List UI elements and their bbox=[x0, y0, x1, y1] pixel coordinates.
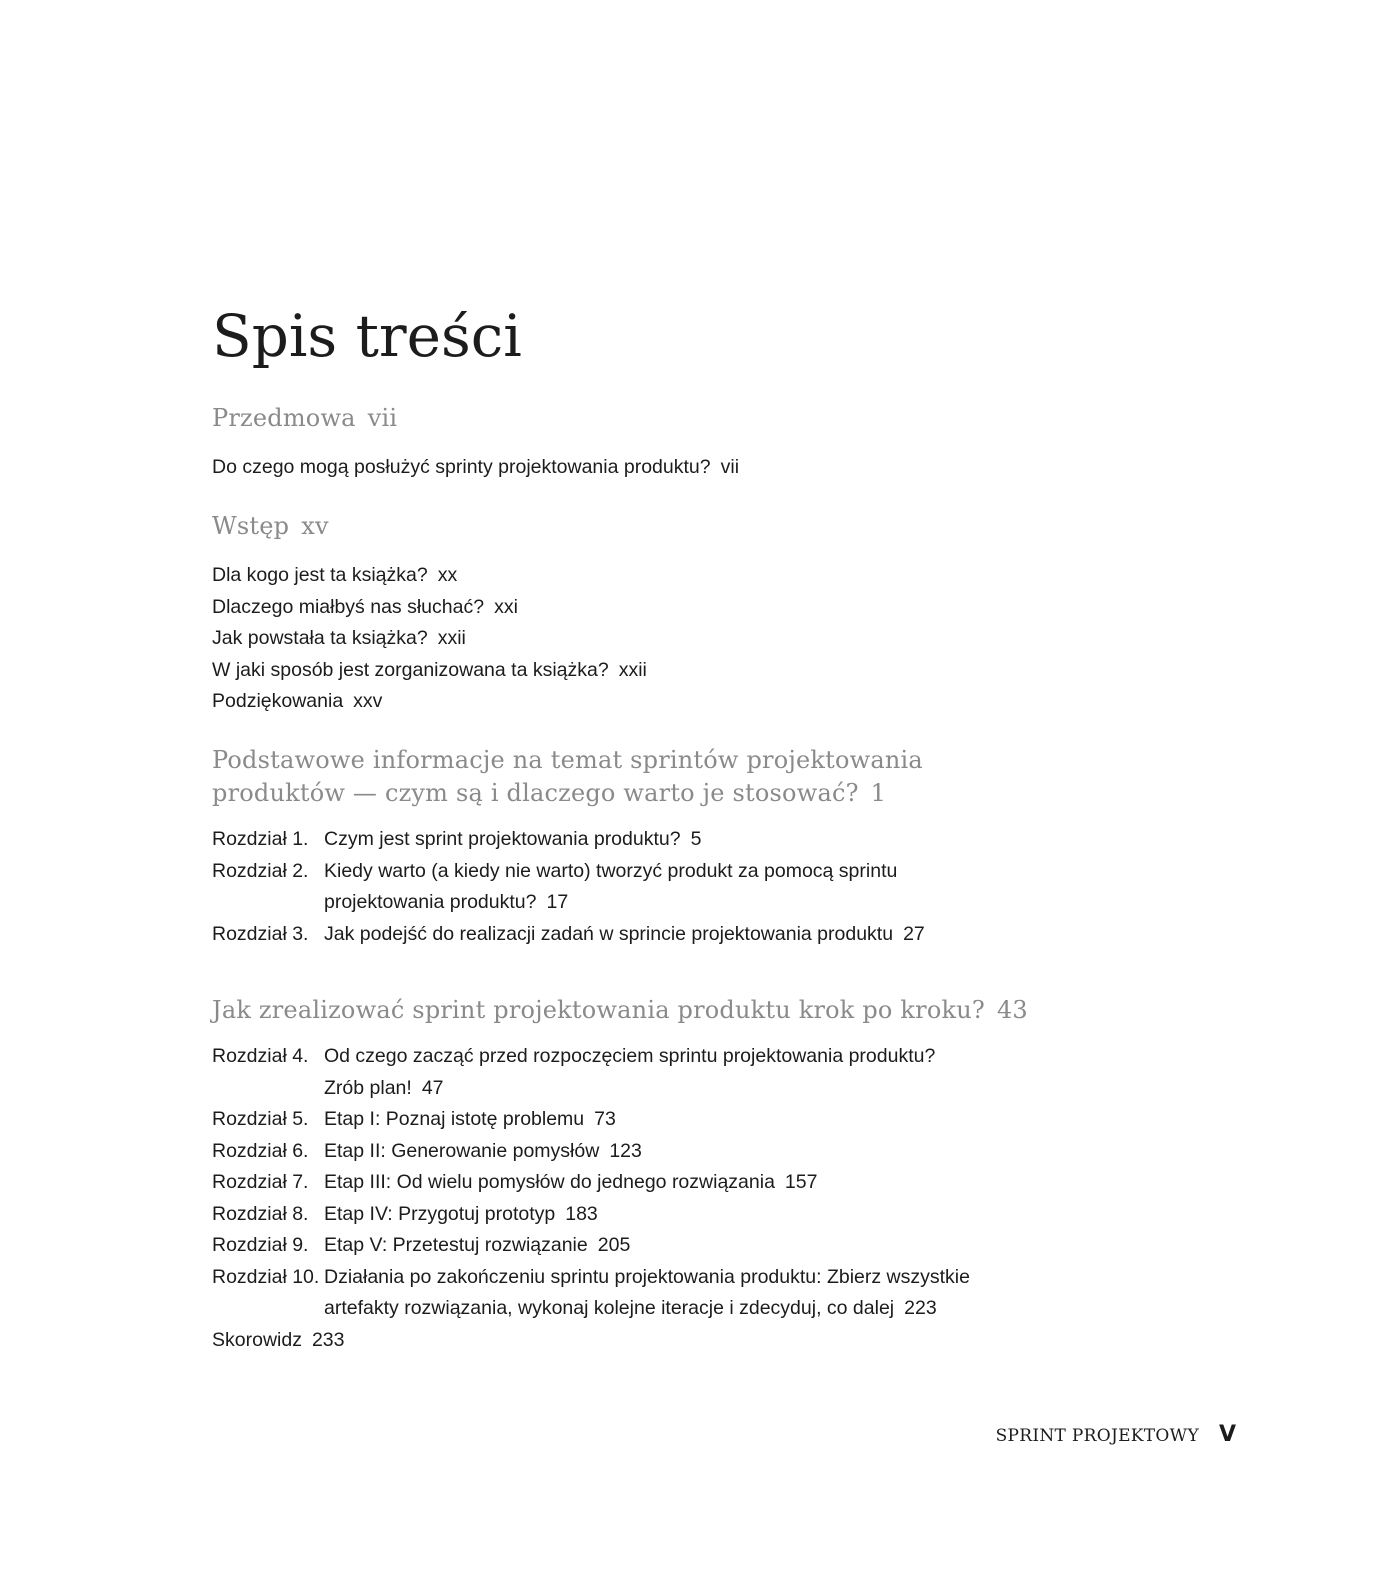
toc-entry bbox=[212, 686, 1072, 718]
toc-entry bbox=[212, 1199, 1072, 1231]
entry-page: 233 bbox=[311, 1328, 345, 1351]
entry-page: 5 bbox=[690, 828, 702, 850]
entry-text-wrap bbox=[324, 1199, 1004, 1231]
entry-page: 123 bbox=[609, 1139, 642, 1162]
entry-text-wrap bbox=[212, 623, 992, 655]
entry-text: W jaki sposób jest zorganizowana ta książka? bbox=[212, 658, 609, 681]
section-heading bbox=[212, 510, 1072, 543]
chapter-label: Rozdział 10. bbox=[212, 1265, 320, 1288]
toc-entry-index bbox=[212, 1325, 1072, 1357]
section-heading-page: 43 bbox=[996, 996, 1028, 1024]
entry-text-wrap bbox=[324, 1167, 1004, 1199]
section-heading-text: Podstawowe informacje na temat sprintów projektowania produktów — czym są i dlaczego warto je stosować? bbox=[212, 746, 923, 807]
toc-section-part-1 bbox=[212, 744, 1072, 950]
section-heading-text: Przedmowa bbox=[212, 404, 356, 432]
entry-text: Jak podejść do realizacji zadań w sprincie projektowania produktu bbox=[324, 922, 894, 945]
toc-entry bbox=[212, 592, 1072, 624]
entry-page: 73 bbox=[594, 1108, 616, 1130]
entry-text: Podziękowania bbox=[212, 690, 344, 712]
page-title: Spis treści bbox=[212, 302, 522, 370]
entry-text-wrap bbox=[324, 824, 1004, 856]
section-heading-page: xv bbox=[301, 512, 329, 540]
page-footer bbox=[996, 1422, 1236, 1447]
entry-page: 205 bbox=[597, 1234, 631, 1256]
toc-entry bbox=[212, 919, 1072, 951]
entry-page: 17 bbox=[546, 891, 569, 913]
toc-entry bbox=[212, 856, 1072, 919]
chapter-label: Rozdział 5. bbox=[212, 1108, 309, 1130]
entry-list bbox=[212, 452, 1072, 484]
section-heading-page: vii bbox=[367, 404, 398, 432]
toc-entry bbox=[212, 452, 1072, 484]
entry-page: xxii bbox=[437, 627, 466, 649]
entry-text: Etap III: Od wielu pomysłów do jednego rozwiązania bbox=[324, 1171, 775, 1193]
entry-text-wrap bbox=[212, 655, 992, 687]
toc-section-wstep bbox=[212, 510, 1072, 718]
entry-page: 157 bbox=[784, 1171, 818, 1193]
entry-page: 223 bbox=[904, 1297, 937, 1319]
entry-text: Etap II: Generowanie pomysłów bbox=[324, 1139, 600, 1162]
entry-text: Etap V: Przetestuj rozwiązanie bbox=[324, 1234, 588, 1256]
chapter-label: Rozdział 2. bbox=[212, 859, 309, 882]
toc-entry bbox=[212, 655, 1072, 687]
toc-entry bbox=[212, 1104, 1072, 1136]
chapter-label: Rozdział 7. bbox=[212, 1171, 309, 1193]
entry-page: vii bbox=[720, 456, 740, 478]
entry-text: Dlaczego miałbyś nas słuchać? bbox=[212, 595, 485, 618]
section-heading bbox=[212, 744, 932, 810]
entry-page: xxv bbox=[353, 690, 383, 712]
entry-text: Jak powstała ta książka? bbox=[212, 627, 428, 649]
entry-list bbox=[212, 560, 1072, 718]
entry-text: Kiedy warto (a kiedy nie warto) tworzyć produkt za pomocą sprintu projektowania produktu? bbox=[324, 859, 898, 913]
section-heading bbox=[212, 402, 1072, 435]
chapter-label: Rozdział 3. bbox=[212, 922, 309, 945]
chapter-label: Rozdział 1. bbox=[212, 828, 309, 850]
toc-entry bbox=[212, 1041, 1072, 1104]
entry-list bbox=[212, 824, 1072, 950]
toc-entry bbox=[212, 1167, 1072, 1199]
entry-text-wrap bbox=[324, 1041, 964, 1104]
running-footer-title: SPRINT PROJEKTOWY bbox=[995, 1426, 1199, 1446]
section-heading bbox=[212, 994, 1072, 1027]
entry-text-wrap bbox=[212, 560, 992, 592]
toc-entry bbox=[212, 1262, 1072, 1325]
section-heading-text: Jak zrealizować sprint projektowania produktu krok po kroku? bbox=[212, 996, 985, 1024]
chapter-label: Rozdział 6. bbox=[212, 1139, 309, 1162]
entry-text-wrap bbox=[324, 1104, 1004, 1136]
entry-text: Działania po zakończeniu sprintu projektowania produktu: Zbierz wszystkie artefakty rozwiązania, wykonaj kolejne iteracje i zdecyduj, co dalej bbox=[324, 1265, 970, 1319]
toc-entry bbox=[212, 1136, 1072, 1168]
entry-text: Do czego mogą posłużyć sprinty projektowania produktu? bbox=[212, 456, 711, 478]
chapter-label: Rozdział 8. bbox=[212, 1202, 309, 1225]
entry-text: Etap IV: Przygotuj prototyp bbox=[324, 1202, 556, 1225]
section-heading-page: 1 bbox=[870, 779, 887, 807]
entry-text-wrap bbox=[324, 919, 1004, 951]
entry-text-wrap bbox=[212, 1325, 992, 1357]
entry-text-wrap bbox=[324, 1230, 1004, 1262]
entry-page: 27 bbox=[903, 922, 925, 945]
entry-page: 47 bbox=[421, 1076, 444, 1099]
entry-text-wrap bbox=[212, 452, 992, 484]
toc-entry bbox=[212, 1230, 1072, 1262]
entry-text: Skorowidz bbox=[212, 1328, 302, 1351]
entry-text: Dla kogo jest ta książka? bbox=[212, 564, 428, 586]
chapter-label: Rozdział 9. bbox=[212, 1234, 309, 1256]
entry-text: Czym jest sprint projektowania produktu? bbox=[324, 828, 681, 850]
entry-page: xx bbox=[437, 564, 458, 586]
entry-page: 183 bbox=[565, 1202, 598, 1225]
toc-entry bbox=[212, 824, 1072, 856]
entry-text-wrap bbox=[324, 1262, 1004, 1325]
toc-section-przedmowa bbox=[212, 402, 1072, 484]
toc-section-part-2 bbox=[212, 994, 1072, 1356]
entry-page: xxii bbox=[618, 658, 647, 681]
entry-text-wrap bbox=[324, 1136, 1004, 1168]
toc-entry bbox=[212, 560, 1072, 592]
entry-text: Od czego zacząć przed rozpoczęciem sprintu projektowania produktu? Zrób plan! bbox=[324, 1045, 936, 1099]
entry-text-wrap bbox=[212, 686, 992, 718]
entry-text-wrap bbox=[324, 856, 924, 919]
chapter-label: Rozdział 4. bbox=[212, 1045, 309, 1067]
toc-entry bbox=[212, 623, 1072, 655]
entry-text-wrap bbox=[212, 592, 992, 624]
entry-list bbox=[212, 1041, 1072, 1356]
entry-page: xxi bbox=[494, 595, 518, 618]
entry-text: Etap I: Poznaj istotę problemu bbox=[324, 1108, 585, 1130]
page-number: V bbox=[1218, 1422, 1236, 1447]
section-heading-text: Wstęp bbox=[212, 512, 290, 540]
